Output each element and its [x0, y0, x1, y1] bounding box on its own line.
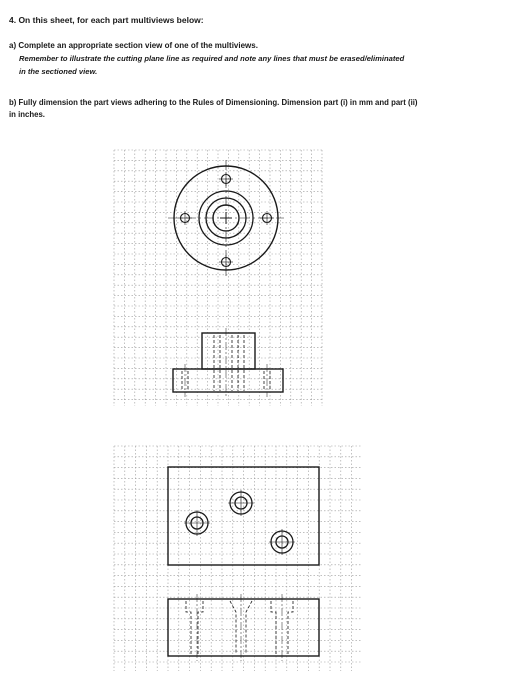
grid-paper-part-2 — [114, 446, 361, 671]
part-b-line1: b) Fully dimension the part views adhering to the Rules of Dimensioning. Dimension part (i) in mm and part (ii) — [9, 98, 418, 107]
bolt-hole-bottom — [219, 255, 233, 269]
counterbore-hole-right — [269, 529, 295, 555]
part-2-hidden-lines — [186, 601, 293, 654]
part-b-line2: in inches. — [9, 110, 45, 119]
part-a-note-line2: in the sectioned view. — [19, 67, 98, 76]
grid-paper-part-1 — [114, 150, 322, 406]
bolt-hole-left — [178, 211, 192, 225]
part-1-front-view — [173, 328, 283, 397]
bolt-hole-top — [219, 172, 233, 186]
counterbore-hole-middle — [228, 490, 254, 516]
counterbore-hole-left — [184, 510, 210, 536]
question-title: 4. On this sheet, for each part multiviews below: — [9, 15, 204, 25]
part-a-note-line1: Remember to illustrate the cutting plane line as required and note any lines that must be erased/eliminated — [19, 54, 405, 63]
part-a-instruction: a) Complete an appropriate section view of one of the multiviews. — [9, 41, 258, 50]
